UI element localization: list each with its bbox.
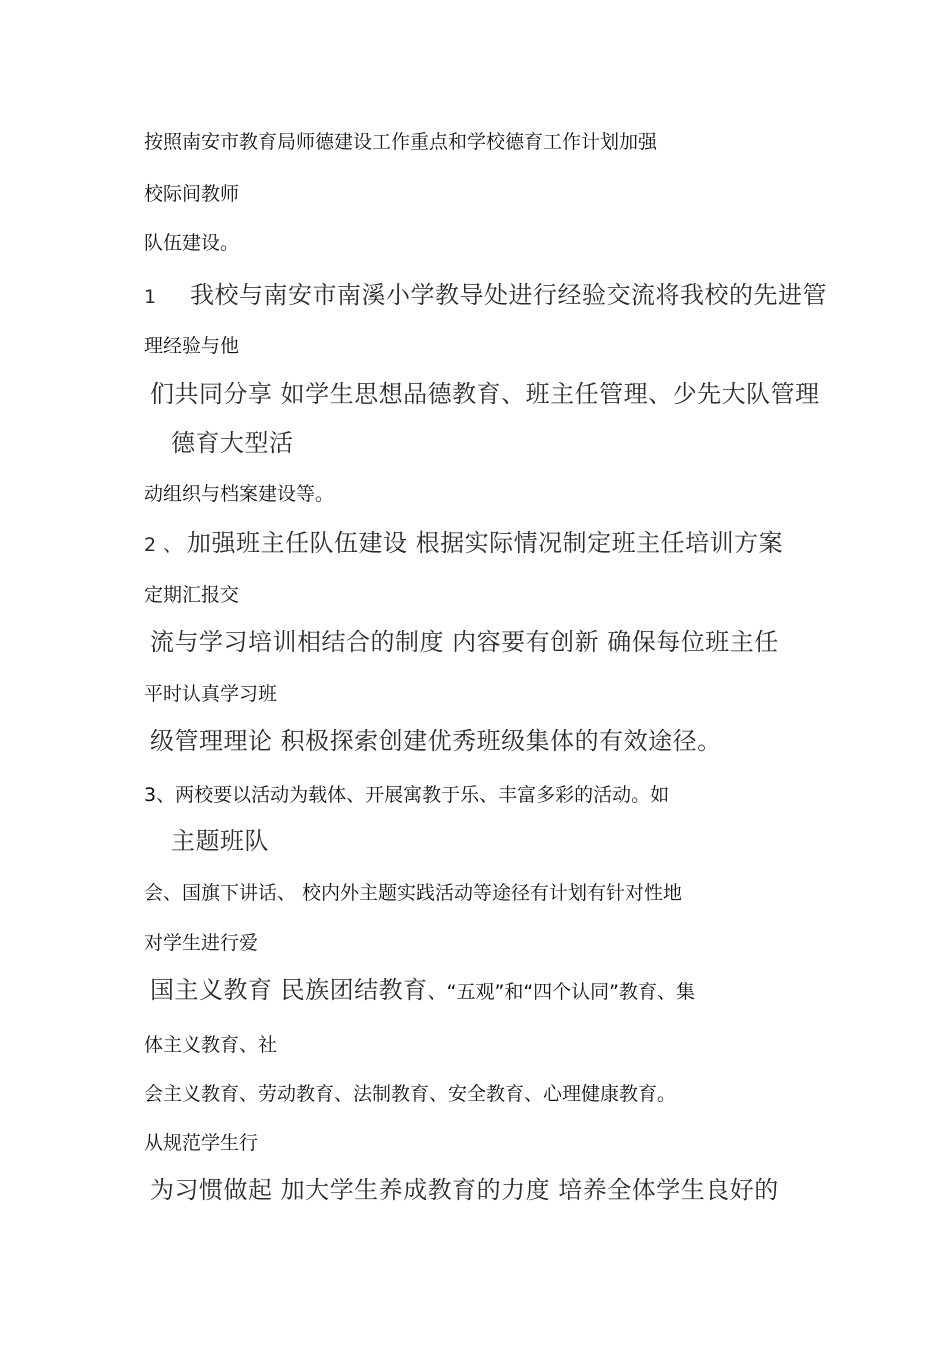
text-line-18-part-1: 国主义教育 民族团结教育 — [150, 976, 428, 1004]
text-line-2: 校际间教师 — [144, 183, 240, 205]
text-line-8: 动组织与档案建设等。 — [144, 483, 335, 505]
text-line-12: 平时认真学习班 — [144, 683, 278, 705]
item-2-line — [144, 531, 783, 555]
text-line-3: 队伍建设。 — [144, 232, 240, 254]
item-2-text: 加强班主任队伍建设 根据实际情况制定班主任培训方案 — [187, 529, 784, 557]
text-line-21: 从规范学生行 — [144, 1132, 259, 1154]
text-line-10: 定期汇报交 — [144, 584, 240, 606]
text-line-5: 理经验与他 — [144, 335, 240, 357]
text-line-20: 会主义教育、劳动教育、法制教育、安全教育、心理健康教育。 — [144, 1083, 677, 1105]
item-2-number: 2 、 — [144, 534, 183, 556]
item-1-number: 1 — [144, 286, 157, 308]
text-line-18 — [150, 978, 695, 1002]
item-1-line — [144, 283, 827, 307]
text-line-13: 级管理理论 积极探索创建优秀班级集体的有效途径。 — [150, 727, 722, 755]
text-line-22: 为习惯做起 加大学生养成教育的力度 培养全体学生良好的 — [150, 1176, 779, 1204]
text-line-17: 对学生进行爱 — [144, 932, 259, 954]
text-line-15: 主题班队 — [171, 827, 269, 855]
text-line-6: 们共同分享 如学生思想品德教育、班主任管理、少先大队管理 — [150, 380, 820, 408]
item-1-text: 我校与南安市南溪小学教导处进行经验交流将我校的先进管 — [190, 281, 827, 309]
text-line-1: 按照南安市教育局师德建设工作重点和学校德育工作计划加强 — [144, 131, 658, 153]
text-line-16: 会、国旗下讲话、 校内外主题实践活动等途径有计划有针对性地 — [144, 882, 683, 904]
text-line-11: 流与学习培训相结合的制度 内容要有创新 确保每位班主任 — [150, 628, 779, 656]
text-line-18-part-2: 、“五观”和“四个认同”教育、集 — [427, 981, 696, 1003]
text-line-19: 体主义教育、社 — [144, 1034, 278, 1056]
text-line-7: 德育大型活 — [171, 429, 294, 457]
text-line-14: 3、两校要以活动为载体、开展寓教于乐、丰富多彩的活动。如 — [144, 784, 670, 806]
